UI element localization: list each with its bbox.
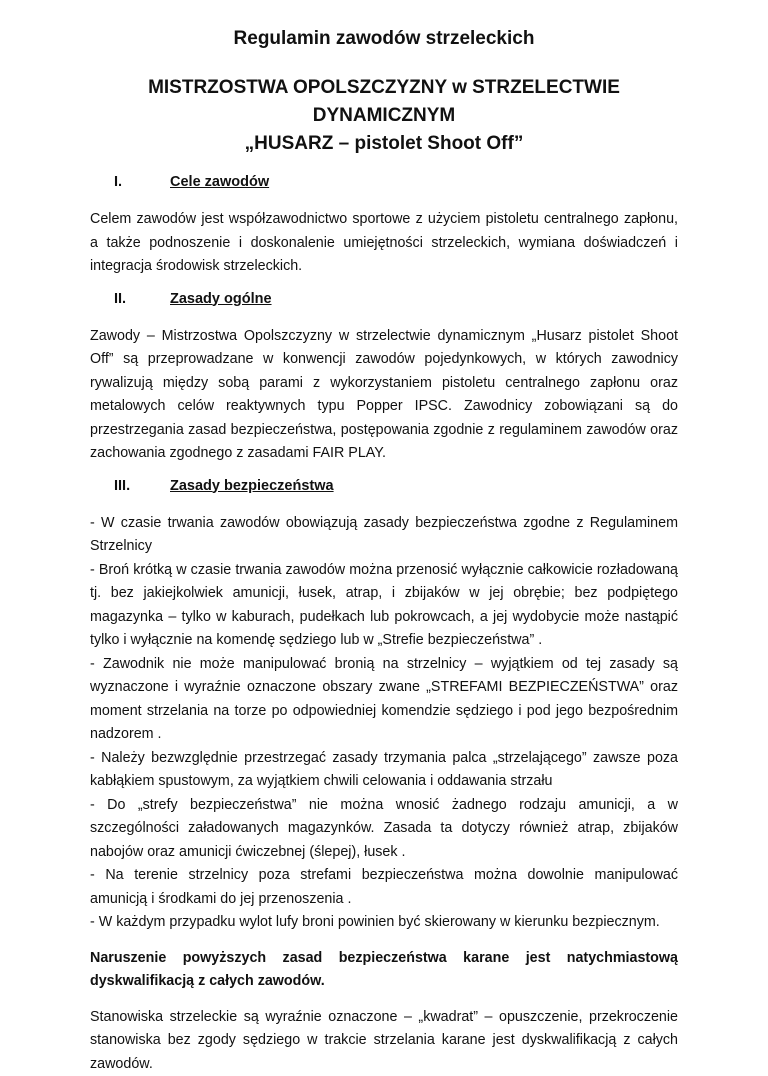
safety-rule: - Należy bezwzględnie przestrzegać zasady trzymania palca „strzelającego” zawsze poza kabłąkiem spustowym, za wyjątkiem chwili celowania i oddawania strzału (90, 747, 678, 794)
safety-rule: - W czasie trwania zawodów obowiązują zasady bezpieczeństwa zgodne z Regulaminem Strzelnicy (90, 512, 678, 559)
safety-rule: - Na terenie strzelnicy poza strefami bezpieczeństwa można dowolnie manipulować amunicją i środkami do jej przenoszenia . (90, 864, 678, 911)
competition-title (90, 74, 678, 158)
section-text-general: Zawody – Mistrzostwa Opolszczyzny w strzelectwie dynamicznym „Husarz pistolet Shoot Off” są przeprowadzane w konwencji zawodów pojedynkowych, w których zawodnicy rywalizują między sobą parami z wykorzystaniem pistoletu centralnego zapłonu oraz metalowych celów reaktywnych typu Popper IPSC. Zawodnicy zobowiązani są do przestrzegania zasad bezpieczeństwa, postępowania zgodnie z regulaminem zawodów oraz zachowania zgodnego z zasadami FAIR PLAY. (90, 325, 678, 466)
section-text-goals: Celem zawodów jest współzawodnictwo sportowe z użyciem pistoletu centralnego zapłonu, a także podnoszenie i doskonalenie umiejętności strzeleckich, wymiana doświadczeń i integracja środowisk strzeleckich. (90, 208, 678, 279)
safety-rule: - Zawodnik nie może manipulować bronią na strzelnicy – wyjątkiem od tej zasady są wyznaczone i wyraźnie oznaczone obszary zwane „STREFAMI BEZPIECZEŃSTWA” oraz moment strzelania na torze po odpowiedniej komendzie sędziego i pod jego bezpośrednim nadzorem . (90, 653, 678, 747)
section-title: Cele zawodów (170, 174, 269, 190)
safety-rules-list (90, 512, 678, 935)
section-number: I. (90, 174, 170, 190)
section-title: Zasady bezpieczeństwa (170, 478, 334, 494)
section-number: II. (90, 291, 170, 307)
violation-note: Naruszenie powyższych zasad bezpieczeństwa karane jest natychmiastową dyskwalifikacją z całych zawodów. (90, 947, 678, 994)
section-heading-3 (90, 478, 678, 494)
safety-rule: - Broń krótką w czasie trwania zawodów można przenosić wyłącznie całkowicie rozładowaną tj. bez jakiejkolwiek amunicji, łusek, atrap, i zbijaków w jej obrębie; bez podpiętego magazynka – tylko w kaburach, pudełkach lub pokrowcach, a jej wydobycie może nastąpić tylko i wyłącznie na komendę sędziego lub w „Strefie bezpieczeństwa” . (90, 559, 678, 653)
safety-rule: - W każdym przypadku wylot lufy broni powinien być skierowany w kierunku bezpiecznym. (90, 911, 678, 935)
document-title: Regulamin zawodów strzeleckich (90, 28, 678, 50)
competition-title-line1: MISTRZOSTWA OPOLSZCZYZNY w STRZELECTWIE DYNAMICZNYM (90, 74, 678, 130)
section-title: Zasady ogólne (170, 291, 272, 307)
section-heading-2 (90, 291, 678, 307)
section-heading-1 (90, 174, 678, 190)
safety-rule: - Do „strefy bezpieczeństwa” nie można wnosić żadnego rodzaju amunicji, a w szczególności załadowanych magazynków. Zasada ta dotyczy również atrap, zbijaków nabojów oraz amunicji ćwiczebnej (ślepej), łusek . (90, 794, 678, 865)
section-number: III. (90, 478, 170, 494)
competition-title-line2: „HUSARZ – pistolet Shoot Off” (90, 130, 678, 158)
stations-note: Stanowiska strzeleckie są wyraźnie oznaczone – „kwadrat” – opuszczenie, przekroczenie stanowiska bez zgody sędziego w trakcie strzelania karane jest dyskwalifikacją z całych zawodów. (90, 1006, 678, 1076)
